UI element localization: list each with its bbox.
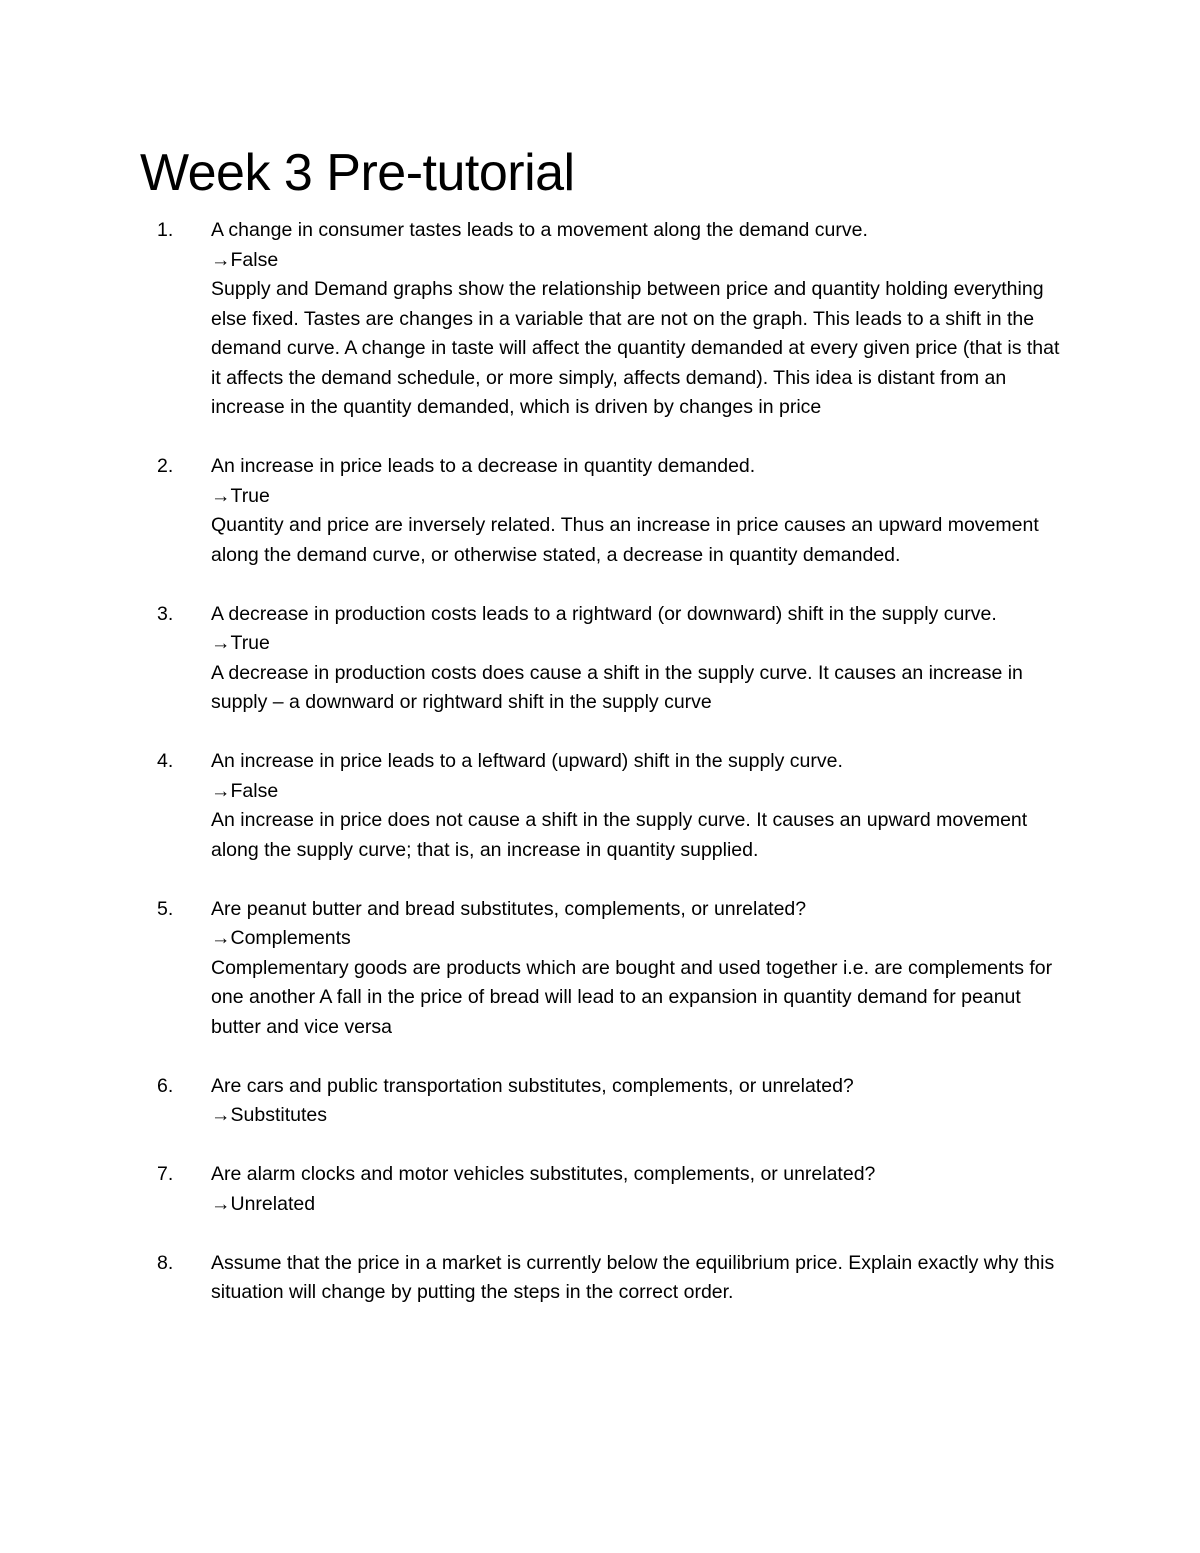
question-text: A decrease in production costs leads to a rightward (or downward) shift in the supply curve. [211,602,997,625]
question-number: 3. [157,602,174,625]
question-answer: →False [211,248,279,271]
question-item [0,452,1200,570]
question-text: An increase in price leads to a leftward (upward) shift in the supply curve. [211,750,843,772]
question-body [211,1072,1061,1131]
question-number: 1. [157,219,174,241]
question-text: Assume that the price in a market is currently below the equilibrium price. Explain exactly why this situation will change by putting the steps in the correct order. [211,1251,1055,1303]
question-body [211,1249,1061,1308]
question-number: 6. [157,1074,174,1097]
question-item [0,1160,1200,1219]
question-answer: →Complements [211,927,351,949]
question-body [211,747,1061,865]
question-answer: →True [211,632,270,654]
question-body [211,216,1061,423]
question-number: 4. [157,750,174,772]
question-answer: →Unrelated [211,1192,316,1215]
question-item [0,1072,1200,1131]
question-body [211,600,1061,718]
question-number: 8. [157,1251,174,1274]
question-explanation: An increase in price does not cause a shift in the supply curve. It causes an upward movement along the supply curve; that is, an increase in quantity supplied. [211,809,1028,861]
question-body [211,1160,1061,1219]
question-item [0,1249,1200,1308]
question-explanation: Quantity and price are inversely related. Thus an increase in price causes an upward movement along the demand curve, or otherwise stated, a decrease in quantity demanded. [211,514,1039,566]
question-explanation: Complementary goods are products which are bought and used together i.e. are complements for one another A fall in the price of bread will lead to an expansion in quantity demand for peanut butter and vice versa [211,956,1053,1038]
question-text: An increase in price leads to a decrease in quantity demanded. [211,455,756,477]
question-item [0,747,1200,865]
question-list [0,216,1200,1337]
question-item [0,895,1200,1043]
question-explanation: Supply and Demand graphs show the relationship between price and quantity holding everything else fixed. Tastes are changes in a variable that are not on the graph. This leads to a shift in the demand curve. A change in taste will affect the quantity demanded at every given price (that is that it affects the demand schedule, or more simply, affects demand). This idea is distant from an increase in the quantity demanded, which is driven by changes in price [211,278,1060,418]
page-title: Week 3 Pre-tutorial [140,144,575,202]
question-answer: →True [211,484,270,507]
question-explanation: A decrease in production costs does cause a shift in the supply curve. It causes an increase in supply – a downward or rightward shift in the supply curve [211,661,1023,713]
question-body [211,452,1061,570]
question-item [0,216,1200,423]
question-number: 2. [157,455,174,477]
question-number: 5. [157,897,174,920]
question-text: A change in consumer tastes leads to a movement along the demand curve. [211,219,868,241]
question-text: Are alarm clocks and motor vehicles substitutes, complements, or unrelated? [211,1163,876,1185]
question-item [0,600,1200,718]
question-answer: →Substitutes [211,1104,327,1126]
question-text: Are cars and public transportation substitutes, complements, or unrelated? [211,1074,854,1097]
question-text: Are peanut butter and bread substitutes, complements, or unrelated? [211,897,807,920]
question-body [211,895,1061,1043]
question-number: 7. [157,1163,174,1185]
question-answer: →False [211,779,279,802]
